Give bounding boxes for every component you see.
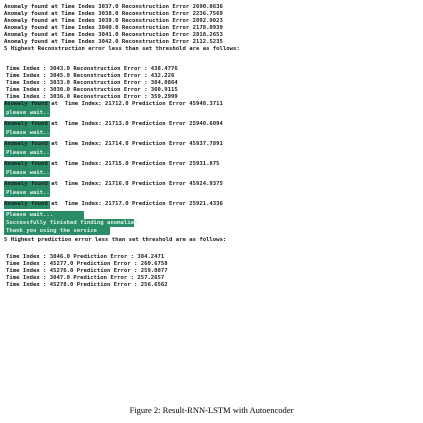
table-row: Time Index : 3033.0 Reconstruction Error : 384.0864 xyxy=(6,80,178,86)
status-text: Please wait... xyxy=(6,170,54,176)
status-text: Please wait... xyxy=(6,150,54,156)
thanks-text: Thank you using the service xyxy=(6,228,97,234)
status-text: Please wait... xyxy=(6,190,54,196)
figure-caption: Figure 2: Result-RNN-LSTM with Autoencoder xyxy=(129,405,294,415)
table-row: Time Index : 3036.0 Reconstruction Error : 359.2999 xyxy=(6,94,178,100)
status-text: Please wait... xyxy=(6,212,54,218)
table-row: Time Index : 45278.0 Prediction Error : 256.6562 xyxy=(6,282,168,288)
status-text: Please wait... xyxy=(6,130,54,136)
log-line: Anomaly found at Time Index: 21712.0 Prediction Error 45948.3711 xyxy=(4,101,223,107)
table-row: Time Index : 3030.0 Reconstruction Error : 360.9115 xyxy=(6,87,178,93)
table-row: Time Index : 3045.0 Reconstruction Error : 432.226 xyxy=(6,73,175,79)
table-row: Time Index : 3043.0 Reconstruction Error : 438.4776 xyxy=(6,66,178,72)
log-line: Anomaly found at Time Index 3041.0 Reconstruction Error 2818.2653 xyxy=(4,32,223,38)
section-heading: 5 Highest Reconstruction error less than set threshold are as follows: xyxy=(4,46,240,52)
log-line: Anomaly found at Time Index 3037.0 Reconstruction Error 2690.8636 xyxy=(4,4,223,10)
section-heading: 5 Highest prediction error less than set threshold are as follows: xyxy=(4,237,227,243)
status-text: please wait... xyxy=(6,110,54,116)
log-line: Anomaly found at Time Index: 21716.0 Prediction Error 45924.9375 xyxy=(4,181,223,187)
log-line: Anomaly found at Time Index 3042.0 Reconstruction Error 2112.5235 xyxy=(4,39,223,45)
log-line: Anomaly found at Time Index 3039.0 Reconstruction Error 2892.9023 xyxy=(4,18,223,24)
log-line: Anomaly found at Time Index: 21715.0 Prediction Error 25931.875 xyxy=(4,161,220,167)
success-text: Successfully finished finding anomalies xyxy=(6,220,138,226)
table-row: Time Index : 45276.0 Prediction Error : 259.0077 xyxy=(6,268,168,274)
log-line: Anomaly found at Time Index: 21717.0 Prediction Error 25921.4336 xyxy=(4,201,223,207)
log-line: Anomaly found at Time Index 3038.0 Reconstruction Error 2236.7569 xyxy=(4,11,223,17)
table-row: Time Index : 3046.0 Prediction Error : 384.2471 xyxy=(6,254,165,260)
log-line: Anomaly found at Time Index 3040.0 Reconstruction Error 2178.0939 xyxy=(4,25,223,31)
table-row: Time Index : 45277.0 Prediction Error : 260.6758 xyxy=(6,261,168,267)
table-row: Time Index : 3047.0 Prediction Error : 257.2657 xyxy=(6,275,165,281)
log-line: Anomaly found at Time Index: 21713.0 Prediction Error 25940.6094 xyxy=(4,121,223,127)
log-line: Anomaly found at Time Index: 21714.0 Prediction Error 45937.7891 xyxy=(4,141,223,147)
